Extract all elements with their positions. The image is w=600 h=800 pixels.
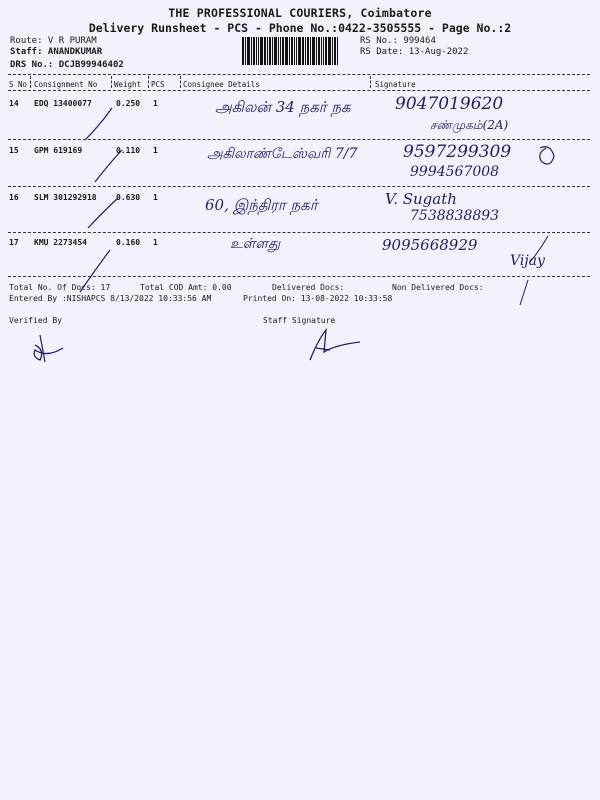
row-14-sno: 14 [9, 99, 19, 108]
route-label: Route: V R PURAM [10, 36, 97, 46]
row-17-signature-phone: 9095668929 [382, 236, 478, 254]
row-17-consignee-handwriting: உள்ளது [230, 236, 281, 252]
col-sno: S No [9, 80, 28, 89]
row-16-signature-note: 7538838893 [410, 208, 500, 224]
col-consignee: Consignee Details [183, 80, 260, 89]
staff-label: Staff: ANANDKUMAR [10, 47, 103, 57]
row-17-signature-note: Vijay [510, 253, 545, 269]
entered-by: Entered By :NISHAPCS 8/13/2022 10:33:56 AM [9, 294, 212, 303]
row-16-consignment: SLM 301292918 [34, 193, 97, 202]
row-17-sno: 17 [9, 238, 19, 247]
row-16-signature-name: V. Sugath [385, 190, 457, 208]
runsheet-title: Delivery Runsheet - PCS - Phone No.:0422-3505555 - Page No.:2 [88, 21, 512, 35]
delivered-docs: Delivered Docs: [272, 283, 345, 292]
row-14-consignment: EDQ 13400077 [34, 99, 92, 108]
row-15-weight: 0.110 [116, 146, 141, 155]
row-15-sno: 15 [9, 146, 19, 155]
row-14-consignee-handwriting: அகிலன் 34 நகர் நக [215, 98, 351, 116]
total-cod: Total COD Amt: 0.00 [140, 283, 232, 292]
non-delivered-docs: Non Delivered Docs: [392, 283, 484, 292]
verified-by-label: Verified By [9, 316, 62, 325]
row-15-consignment: GPM 619169 [34, 146, 83, 155]
drs-number: DRS No.: DCJB99946402 [10, 60, 124, 70]
row-14-weight: 0.250 [116, 99, 141, 108]
col-weight: Weight [114, 80, 142, 89]
row-15-pcs: 1 [153, 146, 158, 155]
row-17-pcs: 1 [153, 238, 158, 247]
row-16-pcs: 1 [153, 193, 158, 202]
row-15-signature-phone: 9597299309 [403, 142, 512, 162]
row-14-signature-note: சண்முகம்(2A) [430, 118, 509, 132]
row-16-sno: 16 [9, 193, 19, 202]
row-14-pcs: 1 [153, 99, 158, 108]
row-17-consignment: KMU 2273454 [34, 238, 87, 247]
row-14-signature-phone: 9047019620 [395, 94, 504, 114]
rs-number: RS No.: 999464 [360, 36, 436, 46]
row-15-consignee-handwriting: அகிலாண்டேஸ்வரி 7/7 [207, 146, 358, 162]
total-docs: Total No. Of Docs: 17 [9, 283, 111, 292]
row-15-signature-note: 9994567008 [410, 164, 500, 180]
printed-on: Printed On: 13-08-2022 10:33:58 [243, 294, 393, 303]
col-consignment: Consignment No [34, 80, 98, 89]
rs-date: RS Date: 13-Aug-2022 [360, 47, 469, 57]
row-17-weight: 0.160 [116, 238, 141, 247]
row-16-consignee-handwriting: 60, இந்திரா நகர் [205, 196, 318, 214]
row-16-weight: 0.630 [116, 193, 141, 202]
col-signature: Signature [375, 80, 416, 89]
company-name: THE PROFESSIONAL COURIERS, Coimbatore [168, 6, 432, 20]
col-pcs: PCS [151, 80, 165, 89]
staff-signature-label: Staff Signature [263, 316, 336, 325]
